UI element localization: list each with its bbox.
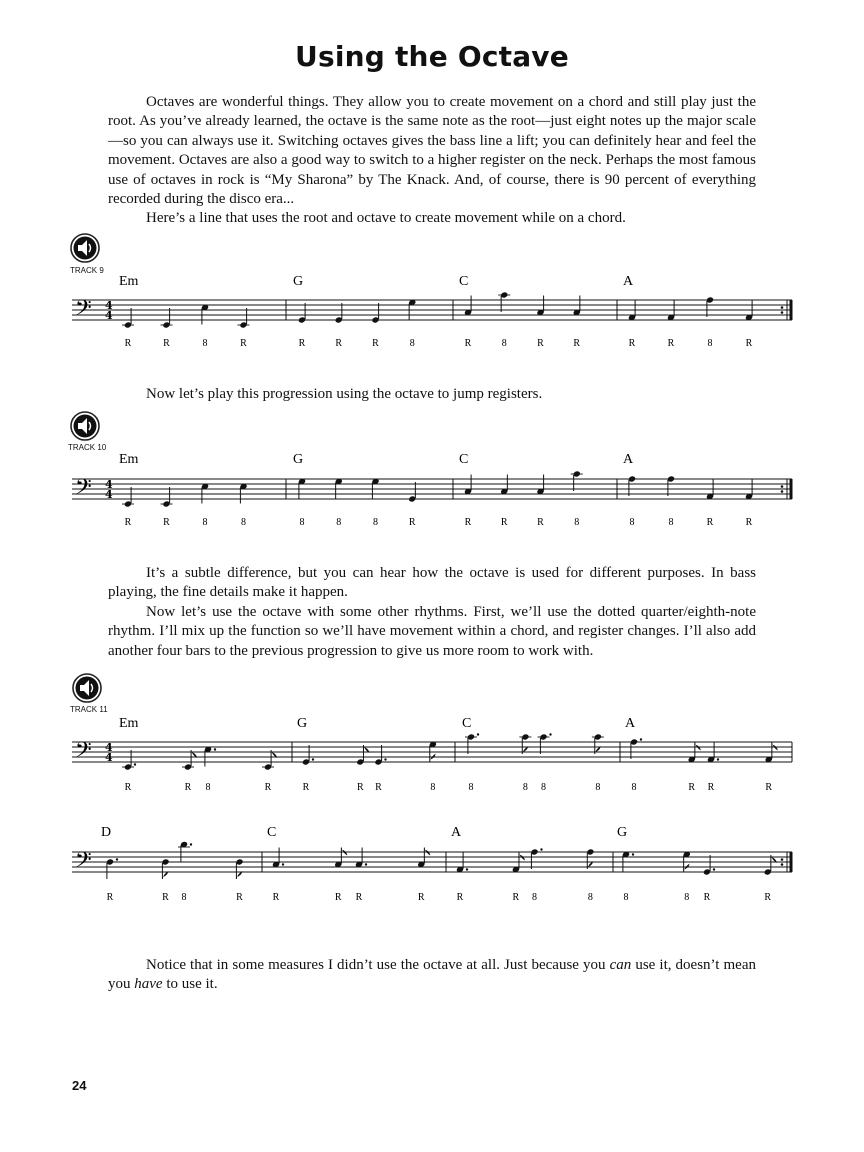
- chord-symbol: D: [101, 825, 112, 840]
- note: [262, 750, 277, 771]
- note: [745, 301, 753, 322]
- note: [683, 851, 691, 872]
- function-label: R: [512, 892, 520, 903]
- time-signature-bottom: 4: [105, 751, 113, 764]
- augmentation-dot: [312, 758, 314, 760]
- note: [161, 858, 169, 879]
- function-label: R: [456, 892, 464, 903]
- augmentation-dot: [632, 853, 634, 855]
- note: [500, 475, 508, 496]
- eighth-flag: [341, 848, 347, 856]
- note: [538, 733, 552, 754]
- function-label: R: [355, 892, 363, 903]
- note: [707, 743, 719, 764]
- intro-paragraph-1: Octaves are wonderful things. They allow you to create movement on a chord and still play just the root. As you’ve already learned, the octave is the same note as the root—just eight notes up the major scale—so you can always use it. Switching octaves gives the bass line a lift; you can definitely hear and feel the movement. Octaves are also a good way to switch to a higher register on the neck. Perhaps the most famous use of octaves in rock is “My Sharona” by The Knack. And, of course, there is 90 percent of everything recorded during the disco era...: [108, 94, 756, 208]
- time-signature-bottom: 4: [105, 488, 113, 501]
- staff-system-ex9: [72, 274, 793, 349]
- function-label: R: [240, 338, 247, 349]
- repeat-dot: [781, 863, 784, 866]
- function-label: R: [703, 892, 711, 903]
- time-signature-top: 4: [105, 741, 113, 754]
- note: [628, 475, 636, 496]
- note: [519, 733, 531, 754]
- function-label: R: [298, 338, 306, 349]
- chord-symbol: C: [459, 274, 469, 289]
- note: [161, 308, 173, 329]
- eighth-flag: [695, 743, 701, 751]
- function-label: R: [124, 782, 132, 793]
- augmentation-dot: [365, 863, 367, 865]
- note: [371, 478, 379, 499]
- chord-symbol: G: [293, 274, 304, 289]
- function-label: R: [500, 517, 508, 528]
- eighth-flag: [519, 853, 525, 861]
- note: [667, 475, 675, 496]
- function-label: 8: [409, 338, 415, 349]
- function-label: 8: [501, 338, 507, 349]
- note: [201, 304, 209, 325]
- note: [464, 475, 472, 496]
- function-label: R: [688, 782, 696, 793]
- note: [238, 308, 250, 329]
- note: [201, 483, 209, 504]
- track-9-label: TRACK 9: [70, 266, 104, 275]
- note: [122, 750, 136, 771]
- track-10-label: TRACK 10: [68, 443, 107, 452]
- track-11-label: TRACK 11: [70, 705, 108, 714]
- note: [417, 848, 430, 869]
- repeat-barline-thick: [790, 479, 793, 499]
- staff-system-ex10: [72, 452, 793, 528]
- chord-symbol: C: [462, 716, 472, 731]
- note: [408, 482, 416, 503]
- staff-system-ex11a: [72, 716, 792, 793]
- function-label: 8: [522, 782, 528, 793]
- function-label: 8: [668, 517, 674, 528]
- function-label: R: [335, 338, 343, 349]
- function-label: R: [408, 517, 416, 528]
- function-label: R: [372, 338, 379, 349]
- chord-symbol: A: [623, 452, 634, 467]
- note: [586, 848, 594, 869]
- function-label: 8: [532, 892, 537, 903]
- function-label: R: [302, 782, 310, 793]
- note: [182, 750, 197, 771]
- note: [161, 487, 173, 508]
- note: [335, 478, 343, 499]
- chord-symbol: G: [293, 452, 304, 467]
- note: [335, 303, 343, 324]
- outro-text-b: use it, doesn’t mean you: [108, 957, 757, 993]
- note: [122, 308, 134, 329]
- function-label: 8: [623, 892, 629, 903]
- note: [122, 487, 134, 508]
- augmentation-dot: [116, 858, 118, 860]
- note: [706, 480, 714, 501]
- note: [630, 738, 642, 759]
- note: [703, 855, 715, 876]
- between-1-paragraph: Now let’s play this progression using the octave to jump registers.: [146, 386, 543, 402]
- function-label: 8: [574, 517, 580, 528]
- function-label: R: [162, 892, 169, 903]
- function-label: R: [464, 338, 472, 349]
- note: [571, 470, 583, 491]
- augmentation-dot: [477, 733, 479, 735]
- note: [573, 296, 581, 317]
- augmentation-dot: [717, 758, 719, 760]
- augmentation-dot: [640, 738, 642, 740]
- chord-symbol: A: [625, 716, 636, 731]
- chord-symbol: C: [267, 825, 277, 840]
- chord-symbol: Em: [119, 716, 139, 731]
- augmentation-dot: [134, 763, 136, 765]
- repeat-dot: [781, 490, 784, 493]
- between-2-paragraph-2: Now let’s use the octave with some other rhythms. First, we’ll use the dotted quarter/eighth-note rhythm. I’ll mix up the function so we’ll have movement within a chord, and register changes. I’ll also add another four bars to the previous progression to give us more room to work with.: [108, 603, 756, 659]
- function-label: 8: [241, 517, 246, 528]
- note: [429, 741, 437, 762]
- augmentation-dot: [190, 843, 192, 845]
- function-label: R: [573, 338, 581, 349]
- function-label: R: [163, 517, 170, 528]
- note: [622, 851, 634, 872]
- note: [371, 303, 379, 324]
- repeat-dot: [781, 311, 784, 314]
- repeat-dot: [781, 485, 784, 488]
- staff-system-ex11b: [72, 825, 793, 903]
- function-label: R: [375, 782, 382, 793]
- note: [530, 848, 542, 869]
- note: [456, 853, 468, 874]
- outro-emphasis-can: can: [609, 957, 632, 973]
- function-label: R: [628, 338, 636, 349]
- page-number: 24: [72, 1078, 87, 1093]
- repeat-barline-thick: [790, 300, 793, 320]
- chord-symbol: A: [451, 825, 462, 840]
- note: [355, 848, 367, 869]
- function-label: R: [357, 782, 364, 793]
- note: [408, 299, 416, 320]
- chord-symbol: Em: [119, 274, 139, 289]
- function-label: 8: [373, 517, 378, 528]
- bass-clef-icon: 𝄢: [75, 475, 92, 505]
- function-label: R: [124, 517, 132, 528]
- function-label: R: [163, 338, 170, 349]
- note: [178, 841, 192, 862]
- function-label: 8: [707, 338, 713, 349]
- augmentation-dot: [466, 868, 468, 870]
- intro-paragraph-2: Here’s a line that uses the root and octave to create movement while on a chord.: [146, 210, 626, 227]
- eighth-flag: [684, 864, 690, 872]
- note: [667, 301, 675, 322]
- time-signature-bottom: 4: [105, 309, 113, 322]
- note: [106, 858, 118, 879]
- outro-text-a: Notice that in some measures I didn’t use the octave at all. Just because you: [146, 957, 610, 973]
- bass-clef-icon: 𝄢: [75, 296, 92, 326]
- function-label: R: [124, 338, 132, 349]
- function-label: R: [272, 892, 280, 903]
- function-label: 8: [205, 782, 211, 793]
- note: [706, 296, 714, 317]
- function-label: R: [667, 338, 675, 349]
- function-label: R: [706, 517, 714, 528]
- note: [592, 733, 604, 754]
- note: [764, 855, 777, 876]
- function-label: 8: [684, 892, 690, 903]
- bass-clef-icon: 𝄢: [75, 848, 92, 878]
- function-label: 8: [587, 892, 593, 903]
- note: [302, 745, 314, 766]
- between-2-paragraph-1: It’s a subtle difference, but you can hear how the octave is used for different purposes. In bass playing, the fine details make it happen.: [108, 565, 756, 601]
- augmentation-dot: [540, 848, 542, 850]
- function-label: R: [764, 892, 772, 903]
- function-label: R: [106, 892, 114, 903]
- chord-symbol: Em: [119, 452, 139, 467]
- chord-symbol: A: [623, 274, 634, 289]
- function-label: R: [464, 517, 472, 528]
- repeat-dot: [781, 858, 784, 861]
- function-label: R: [765, 782, 773, 793]
- chord-symbol: G: [297, 716, 308, 731]
- function-label: R: [184, 782, 192, 793]
- eighth-flag: [772, 743, 778, 751]
- note: [464, 296, 472, 317]
- bass-clef-icon: 𝄢: [75, 738, 92, 768]
- repeat-dot: [781, 306, 784, 309]
- note: [536, 475, 544, 496]
- note: [512, 853, 525, 874]
- function-label: 8: [202, 517, 208, 528]
- note: [765, 743, 778, 764]
- note: [239, 483, 247, 504]
- function-label: R: [236, 892, 243, 903]
- time-signature-top: 4: [105, 299, 113, 312]
- function-label: 8: [430, 782, 436, 793]
- chord-symbol: G: [617, 825, 628, 840]
- function-label: 8: [299, 517, 305, 528]
- note: [745, 480, 753, 501]
- note: [356, 745, 369, 766]
- augmentation-dot: [214, 748, 216, 750]
- note: [235, 858, 243, 879]
- function-label: 8: [595, 782, 601, 793]
- time-signature-top: 4: [105, 478, 113, 491]
- note: [498, 291, 510, 312]
- repeat-barline-thick: [790, 852, 793, 872]
- note: [298, 303, 306, 324]
- eighth-flag: [424, 848, 430, 856]
- function-label: R: [537, 338, 544, 349]
- function-label: 8: [629, 517, 635, 528]
- note: [298, 478, 306, 499]
- function-label: R: [707, 782, 715, 793]
- function-label: R: [745, 517, 753, 528]
- function-label: R: [334, 892, 342, 903]
- function-label: 8: [336, 517, 342, 528]
- function-label: R: [745, 338, 753, 349]
- augmentation-dot: [713, 868, 715, 870]
- function-label: R: [417, 892, 425, 903]
- note: [628, 301, 636, 322]
- function-label: 8: [541, 782, 546, 793]
- function-label: R: [537, 517, 544, 528]
- note: [374, 745, 386, 766]
- eighth-flag: [430, 754, 436, 762]
- note: [204, 746, 216, 767]
- function-label: 8: [631, 782, 637, 793]
- note: [334, 848, 347, 869]
- function-label: 8: [181, 892, 187, 903]
- augmentation-dot: [549, 733, 551, 735]
- note: [536, 296, 544, 317]
- function-label: 8: [202, 338, 208, 349]
- page-title: Using the Octave: [295, 40, 569, 73]
- chord-symbol: C: [459, 452, 469, 467]
- outro-emphasis-have: have: [134, 976, 163, 993]
- function-label: R: [264, 782, 272, 793]
- function-label: 8: [468, 782, 474, 793]
- note: [272, 848, 284, 869]
- note: [688, 743, 701, 764]
- outro-text-c: to use it.: [162, 976, 218, 993]
- augmentation-dot: [384, 758, 386, 760]
- note: [465, 733, 479, 754]
- augmentation-dot: [282, 863, 284, 865]
